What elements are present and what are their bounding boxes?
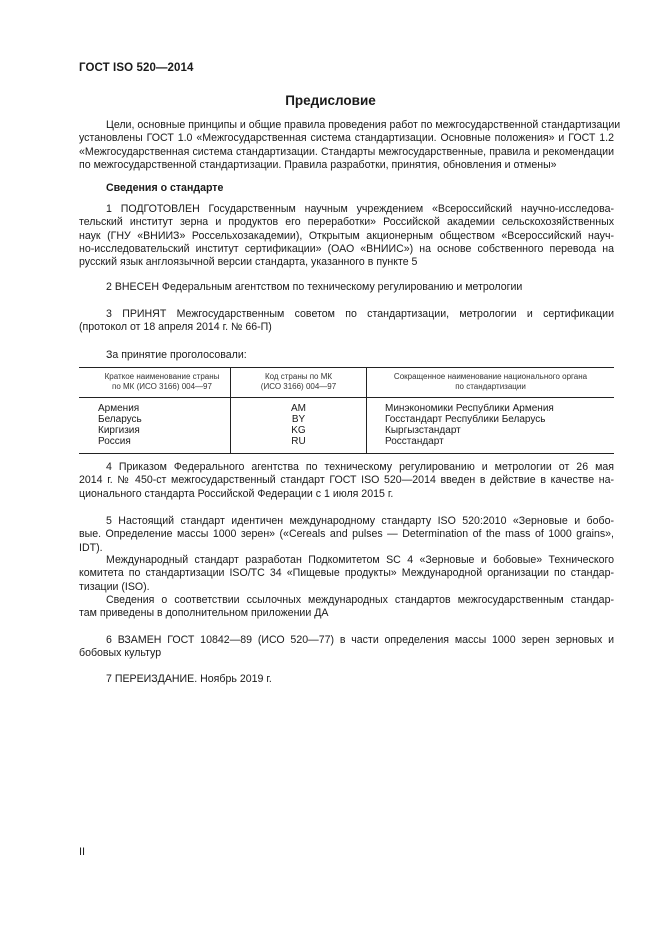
text-line: вые. Определение массы 1000 зерен» («Cereals and pulses — Determination of the mass of 1000 grains», bbox=[79, 528, 614, 541]
item-5-developer bbox=[79, 554, 614, 594]
text-line: (протокол от 18 апреля 2014 г. № 66-П) bbox=[79, 321, 272, 334]
text-line: ционального стандарта Российской Федерации с 1 июля 2015 г. bbox=[79, 487, 394, 500]
item-4-order bbox=[79, 461, 614, 501]
text-line: русский язык англоязычной версии стандарта, указанного в пункте 5 bbox=[79, 256, 418, 269]
text-line: 4 Приказом Федерального агентства по техническому регулированию и метрологии от 26 мая bbox=[106, 461, 614, 473]
item-7-reissue bbox=[79, 673, 614, 686]
standard-info-heading: Сведения о стандарте bbox=[106, 182, 224, 194]
text-line: 7 ПЕРЕИЗДАНИЕ. Ноябрь 2019 г. bbox=[106, 673, 272, 685]
header-body: Сокращенное наименование национального органа по стандартизации bbox=[367, 368, 615, 398]
country-cell: Армения Беларусь Киргизия Россия bbox=[79, 398, 231, 454]
text-line: 1 ПОДГОТОВЛЕН Государственным научным учреждением «Всероссийский научно-исследова- bbox=[106, 203, 614, 215]
text-line: по межгосударственной стандартизации. Правила разработки, принятия, обновления и отмены» bbox=[79, 158, 557, 171]
text-line: тизации (ISO). bbox=[79, 580, 150, 593]
code-cell: AM BY KG RU bbox=[231, 398, 367, 454]
table-row bbox=[79, 398, 614, 454]
text-line: 2 ВНЕСЕН Федеральным агентством по техническому регулированию и метрологии bbox=[106, 281, 523, 293]
text-line: IDT). bbox=[79, 541, 103, 554]
item-3-adopted bbox=[79, 308, 614, 335]
text-line: Цели, основные принципы и общие правила проведения работ по межгосударственной стандартизации bbox=[106, 119, 621, 131]
text-line: 6 ВЗАМЕН ГОСТ 10842—89 (ИСО 520—77) в части определения массы 1000 зерен зерновых и bbox=[106, 634, 614, 646]
text-line: Международный стандарт разработан Подкомитетом SC 4 «Зерновые и бобовые» Технического bbox=[106, 554, 614, 566]
page-number: II bbox=[79, 846, 86, 858]
intro-paragraph bbox=[79, 119, 621, 172]
text-line: бобовых культур bbox=[79, 647, 162, 660]
text-line: установлены ГОСТ 1.0 «Межгосударственная система стандартизации. Основные положения» и ГОСТ 1.2 bbox=[79, 132, 614, 145]
text-line: но-исследовательский институт сертификации» (ОАО «ВНИИС») на основе собственного перевода на bbox=[79, 242, 614, 255]
item-2-introduced bbox=[79, 281, 614, 294]
item-5-identical bbox=[79, 515, 614, 555]
header-country: Краткое наименование страны по МК (ИСО 3166) 004—97 bbox=[79, 368, 231, 398]
text-line: «Межгосударственная система стандартизации. Стандарты межгосударственные, правила и рекомендации bbox=[79, 145, 614, 158]
body-cell: Минэкономики Республики Армения Госстандарт Республики Беларусь Кыргызстандарт Росстандарт bbox=[367, 398, 615, 454]
item-6-replaces bbox=[79, 634, 614, 661]
text-line: 2014 г. № 450-ст межгосударственный стандарт ГОСТ ISO 520—2014 введен в действие в качестве на- bbox=[79, 474, 614, 487]
text-line: 3 ПРИНЯТ Межгосударственным советом по стандартизации, метрологии и сертификации bbox=[106, 308, 614, 320]
item-5-references bbox=[79, 594, 614, 621]
vote-heading: За принятие проголосовали: bbox=[106, 349, 247, 361]
text-line: там приведены в дополнительном приложении ДА bbox=[79, 607, 329, 620]
text-line: наук (ГНУ «ВНИИЗ» Россельхозакадемии), Открытым акционерным обществом «Всероссийский науч- bbox=[79, 229, 614, 242]
item-1-prepared bbox=[79, 203, 614, 269]
header-code: Код страны по МК (ИСО 3166) 004—97 bbox=[231, 368, 367, 398]
vote-table bbox=[79, 367, 614, 454]
text-line: комитета по стандартизации ISO/TC 34 «Пищевые продукты» Международной организации по стандар- bbox=[79, 567, 614, 580]
page-title: Предисловие bbox=[285, 93, 376, 108]
text-line: 5 Настоящий стандарт идентичен международному стандарту ISO 520:2010 «Зерновые и бобо- bbox=[106, 515, 614, 527]
table-header-row bbox=[79, 368, 614, 398]
text-line: тельский институт зерна и продуктов его переработки» Российской академии сельскохозяйственных bbox=[79, 216, 614, 229]
document-header: ГОСТ ISO 520—2014 bbox=[79, 62, 194, 74]
text-line: Сведения о соответствии ссылочных международных стандартов межгосударственным стандар- bbox=[106, 594, 614, 606]
